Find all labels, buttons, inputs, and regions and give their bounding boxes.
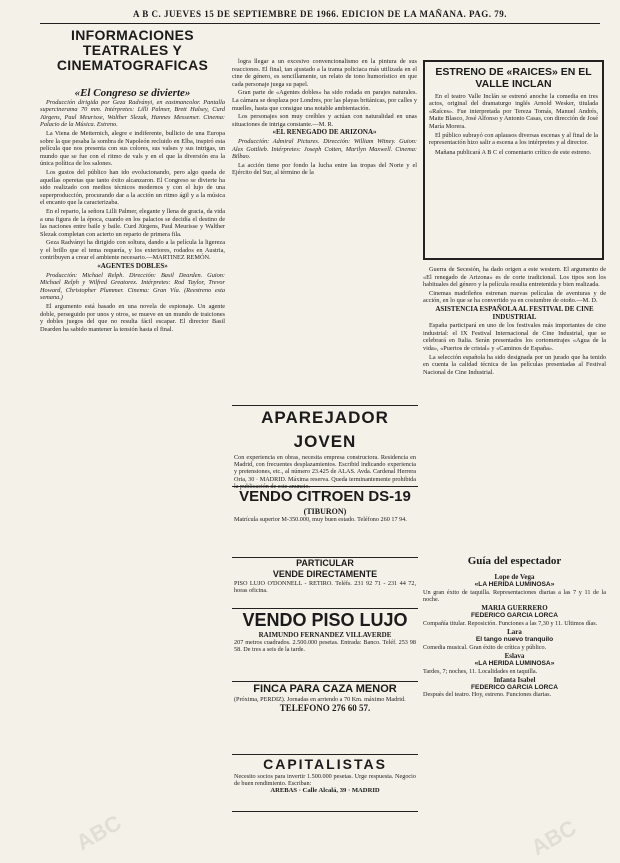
article-paragraph: El argumento está basado en una novela de espionaje. Un agente doble, perseguido por unos y otros, se mueve en un mundo de traiciones y dobles juegos del que no resulta fácil escapar. El director Basil Dearden ha sabido mantener la tensión hasta el final. xyxy=(40,303,225,333)
article-paragraph: La Viena de Metternich, alegre e indiferente, bullicio de una Europa sobre la que pesaba la sombra de Napoleón recluido en Elba, inspiró esta película que nos presenta con sus colores, sus valses y sus intrigas, un mundo que se fue con el ritmo de vals y en el que la diversión era la única política de los salones. xyxy=(40,129,225,168)
article-column-1 xyxy=(40,62,225,862)
guide-theatre: Eslava xyxy=(504,651,525,660)
guide-show: El tango nuevo tranquilo xyxy=(475,636,554,644)
ad-heading: PARTICULAR xyxy=(296,558,354,568)
section-title-renegado: «EL RENEGADO DE ARIZONA» xyxy=(272,128,377,137)
guide-show: FEDERICO GARCIA LORCA xyxy=(471,684,558,692)
article-paragraph: La selección española ha sido designada por un jurado que ha tenido en cuenta la calidad técnica de las películas presentadas al Festival Nacional de Cine Industrial. xyxy=(423,353,606,376)
article-paragraph: Los gustos del público han ido evolucionando, pero algo queda de aquellas operetas que tanto éxito alcanzaron. El Congreso se divierte ha sido realizado con medios técnicos modernos y con el lujo de una superproducción, procurando dar a la acción un ritmo ágil y a la música el encanto que la caracterizaba. xyxy=(40,168,225,207)
estreno-paragraph: En el teatro Valle Inclán se estrenó anoche la comedia en tres actos, original del dramaturgo inglés Arnold Wesker, titulada «Raíces». Fue interpretada por Tereza Tomás, Manuel Andrés, Maite Blasco, José Alfonso y Antonio Casas, con dirección de José María Morera. xyxy=(429,93,598,130)
ad-heading: VENDE DIRECTAMENTE xyxy=(272,569,378,579)
guide-info: Comedia musical. Gran éxito de crítica y público. xyxy=(423,643,547,651)
section-title-agentes: «AGENTES DOBLES» xyxy=(97,262,168,271)
guide-show: FEDERICO GARCIA LORCA xyxy=(471,612,558,620)
article-credits: Producción dirigida por Geza Radványi, en eastmancolor. Pantalla supercinerama 70 mm. Intérpretes: Lilli Palmer, Brett Halsey, Curd Jürgens, Paul Meurisse, Walther Slezak, Hannes Messemer. Cinema: Palacio de la Música. Estreno. xyxy=(40,98,225,129)
ad-subheading: RAIMUNDO FERNANDEZ VILLAVERDE xyxy=(258,631,392,639)
article-subtitle: «El Congreso se divierte» xyxy=(74,87,191,99)
guide-info: Un gran éxito de taquilla. Representaciones diarias a las 7 y 11 de la noche. xyxy=(423,588,606,603)
guide-info: Tardes, 7; noches, 11. Localidades en taquilla. xyxy=(423,667,538,675)
ad-body: Matrícula superior M-350.000, muy buen estado. Teléfono 260 17 94. xyxy=(234,516,407,523)
ad-subheading: (TIBURON) xyxy=(303,507,347,516)
article-paragraph: España participará en uno de los festivales más importantes de cine industrial: el IX Festival Internacional de Cine Industrial, que se celebrará en Italia. Serán presentados los cortometrajes «Agua de la vida», «Puertos de cristal» y «Caminos de España». xyxy=(423,322,606,352)
section-credits-renegado: Producción: Admiral Pictures. Dirección: William Witney. Guion: Alex Gottlieb. Intérpretes: Joseph Cotten, Marilyn Maxwell. Cinema: Bilbao. xyxy=(232,137,417,161)
article-column-3 xyxy=(423,266,606,377)
abc-watermark: ABC xyxy=(526,814,581,861)
guide-entry xyxy=(423,574,606,603)
ad-heading: VENDO PISO LUJO xyxy=(242,610,408,630)
page-header: A B C. JUEVES 15 DE SEPTIEMBRE DE 1966. EDICION DE LA MAÑANA. PAG. 79. xyxy=(40,9,600,24)
guide-entry xyxy=(423,653,606,675)
guide-show: «LA HERIDA LUMINOSA» xyxy=(474,581,555,589)
guide-title: Guía del espectador xyxy=(467,555,562,567)
guide-theatre: Lara xyxy=(507,628,522,637)
ad-citroen xyxy=(232,486,418,556)
ad-heading: CAPITALISTAS xyxy=(263,756,387,772)
ad-heading: VENDO CITROEN DS-19 xyxy=(239,488,411,505)
ad-body: 207 metros cuadrados. 2.500.000 pesetas. Entrada: Banco. Teléf. 253 98 58. De tres a seis de la tarde. xyxy=(234,639,416,654)
guide-info: Compañía titular. Reposición. Funciones a las 7,30 y 11. Ultimos días. xyxy=(423,619,598,627)
section-title-festival: ASISTENCIA ESPAÑOLA AL FESTIVAL DE CINE INDUSTRIAL xyxy=(435,304,594,321)
article-paragraph: La acción tiene por fondo la lucha entre las tropas del Norte y el Ejército del Sur, al término de la xyxy=(232,161,417,177)
ad-phone: TELEFONO 276 60 57. xyxy=(279,703,371,714)
guide-entry xyxy=(423,677,606,699)
guide-theatre: Lope de Vega xyxy=(494,573,535,581)
article-paragraph: Cinemas madrileños estrenan nuevas películas de aventuras y de acción, en lo que se ha convertido ya en costumbre de otoño.—M. D. xyxy=(423,289,606,305)
ad-body: Necesito socios para invertir 1.500.000 pesetas. Urge respuesta. Negocio de buen rendimiento. Escriban: xyxy=(234,773,416,788)
spectator-guide xyxy=(423,572,606,699)
estreno-title: ESTRENO DE «RAICES» EN EL VALLE INCLAN xyxy=(435,66,592,90)
article-paragraph: Guerra de Secesión, ha dado origen a este western. El argumento de «El renegado de Arizona» es de corte tradicional. Los tipos son los habituales del género y la película resulta entretenida y bien realizada. xyxy=(423,266,606,289)
ad-heading: FINCA PARA CAZA MENOR xyxy=(253,683,397,695)
ad-address: AREBAS · Calle Alcalá, 39 · MADRID xyxy=(270,787,380,795)
estreno-paragraph: El público subrayó con aplausos diversas escenas y al final de la representación hizo salir a escena a los intérpretes y al director. xyxy=(429,132,598,147)
guide-info: Despuès del teatro. Hoy, estreno. Funciones diarias. xyxy=(423,691,552,699)
guide-theatre: Infanta Isabel xyxy=(493,675,536,684)
guide-entry xyxy=(423,629,606,651)
ad-capitalistas xyxy=(232,754,418,812)
guide-theatre: MARIA GUERRERO xyxy=(481,604,548,613)
article-paragraph: Gran parte de «Agentes dobles» ha sido rodada en parajes naturales. La cámara se desplaza por Londres, por las playas británicas, por calles y muelles, hasta que consigue una notable ambientación. xyxy=(232,89,417,112)
guide-show: «LA HERIDA LUMINOSA» xyxy=(474,660,555,668)
ad-body: (Próxima, PERDIZ). Jornadas en arriendo a 70 Km. máximo Madrid. xyxy=(234,696,406,703)
article-column-2 xyxy=(232,58,417,268)
article-paragraph: En el reparto, la señora Lilli Palmer, elegante y llena de gracia, da vida a una figura de la época, cuando en los palacios se decidía el destino de las naciones entre baile y baile. Curd Jürgens, Paul Meurisse y Walther Slezak completan con acierto un reparto de primera fila. xyxy=(40,207,225,238)
article-paragraph: Geza Radványi ha dirigido con soltura, dando a la película la ligereza y el brillo que el tema requería, y los exteriores, rodados en Austria, contribuyen a crear el ambiente necesario.—MARTINEZ REMÓN. xyxy=(40,239,225,262)
section-credits-agentes: Producción: Michael Relph. Dirección: Basil Dearden. Guion: Michael Relph y Wilfred Greatorex. Intérpretes: Rod Taylor, Trevor Howard, Christopher Plummer. Cinema: Gran Vía. (Reestreno esta semana.) xyxy=(40,271,225,302)
estreno-paragraph: Mañana publicará A B C el comentario crítico de este estreno. xyxy=(435,148,592,156)
ad-aparejador xyxy=(232,405,418,490)
ad-particular xyxy=(232,557,418,607)
abc-watermark: ABC xyxy=(71,809,126,856)
guide-entry xyxy=(423,605,606,627)
ad-body: PISO LUJO O'DONNELL - RETIRO. Teléfs. 231 92 71 - 231 44 72, horas oficina. xyxy=(234,580,416,595)
ad-body: Con experiencia en obras, necesita empresa constructora. Residencia en Madrid, con frecuentes desplazamientos. Escribid indicando experiencia y pretensiones, etc., al número 23.425 de ALAS. Avda. Cardenal Herrera Oria, 30 · MADRID. Máxima reserva. Queda terminantemente prohibida la publicación de este anuncio. xyxy=(234,454,416,490)
ad-finca xyxy=(232,681,418,753)
estreno-box xyxy=(423,60,604,260)
article-paragraph: logra llegar a un excesivo convencionalismo en la pintura de sus reacciones. El final, tan ajustado a la trama policiaca más utilizada en el cine de género, es sencillamente, un relato de tono humorístico en que cada personaje juega su papel. xyxy=(232,58,417,88)
ad-piso-lujo xyxy=(232,608,418,680)
ad-heading: APAREJADOR JOVEN xyxy=(261,408,389,451)
article-paragraph: Los personajes son muy creíbles y actúan con naturalidad en unas situaciones de intriga constante.—M. R. xyxy=(232,113,417,128)
article-title: INFORMACIONES TEATRALES Y CINEMATOGRAFICAS xyxy=(56,27,209,73)
